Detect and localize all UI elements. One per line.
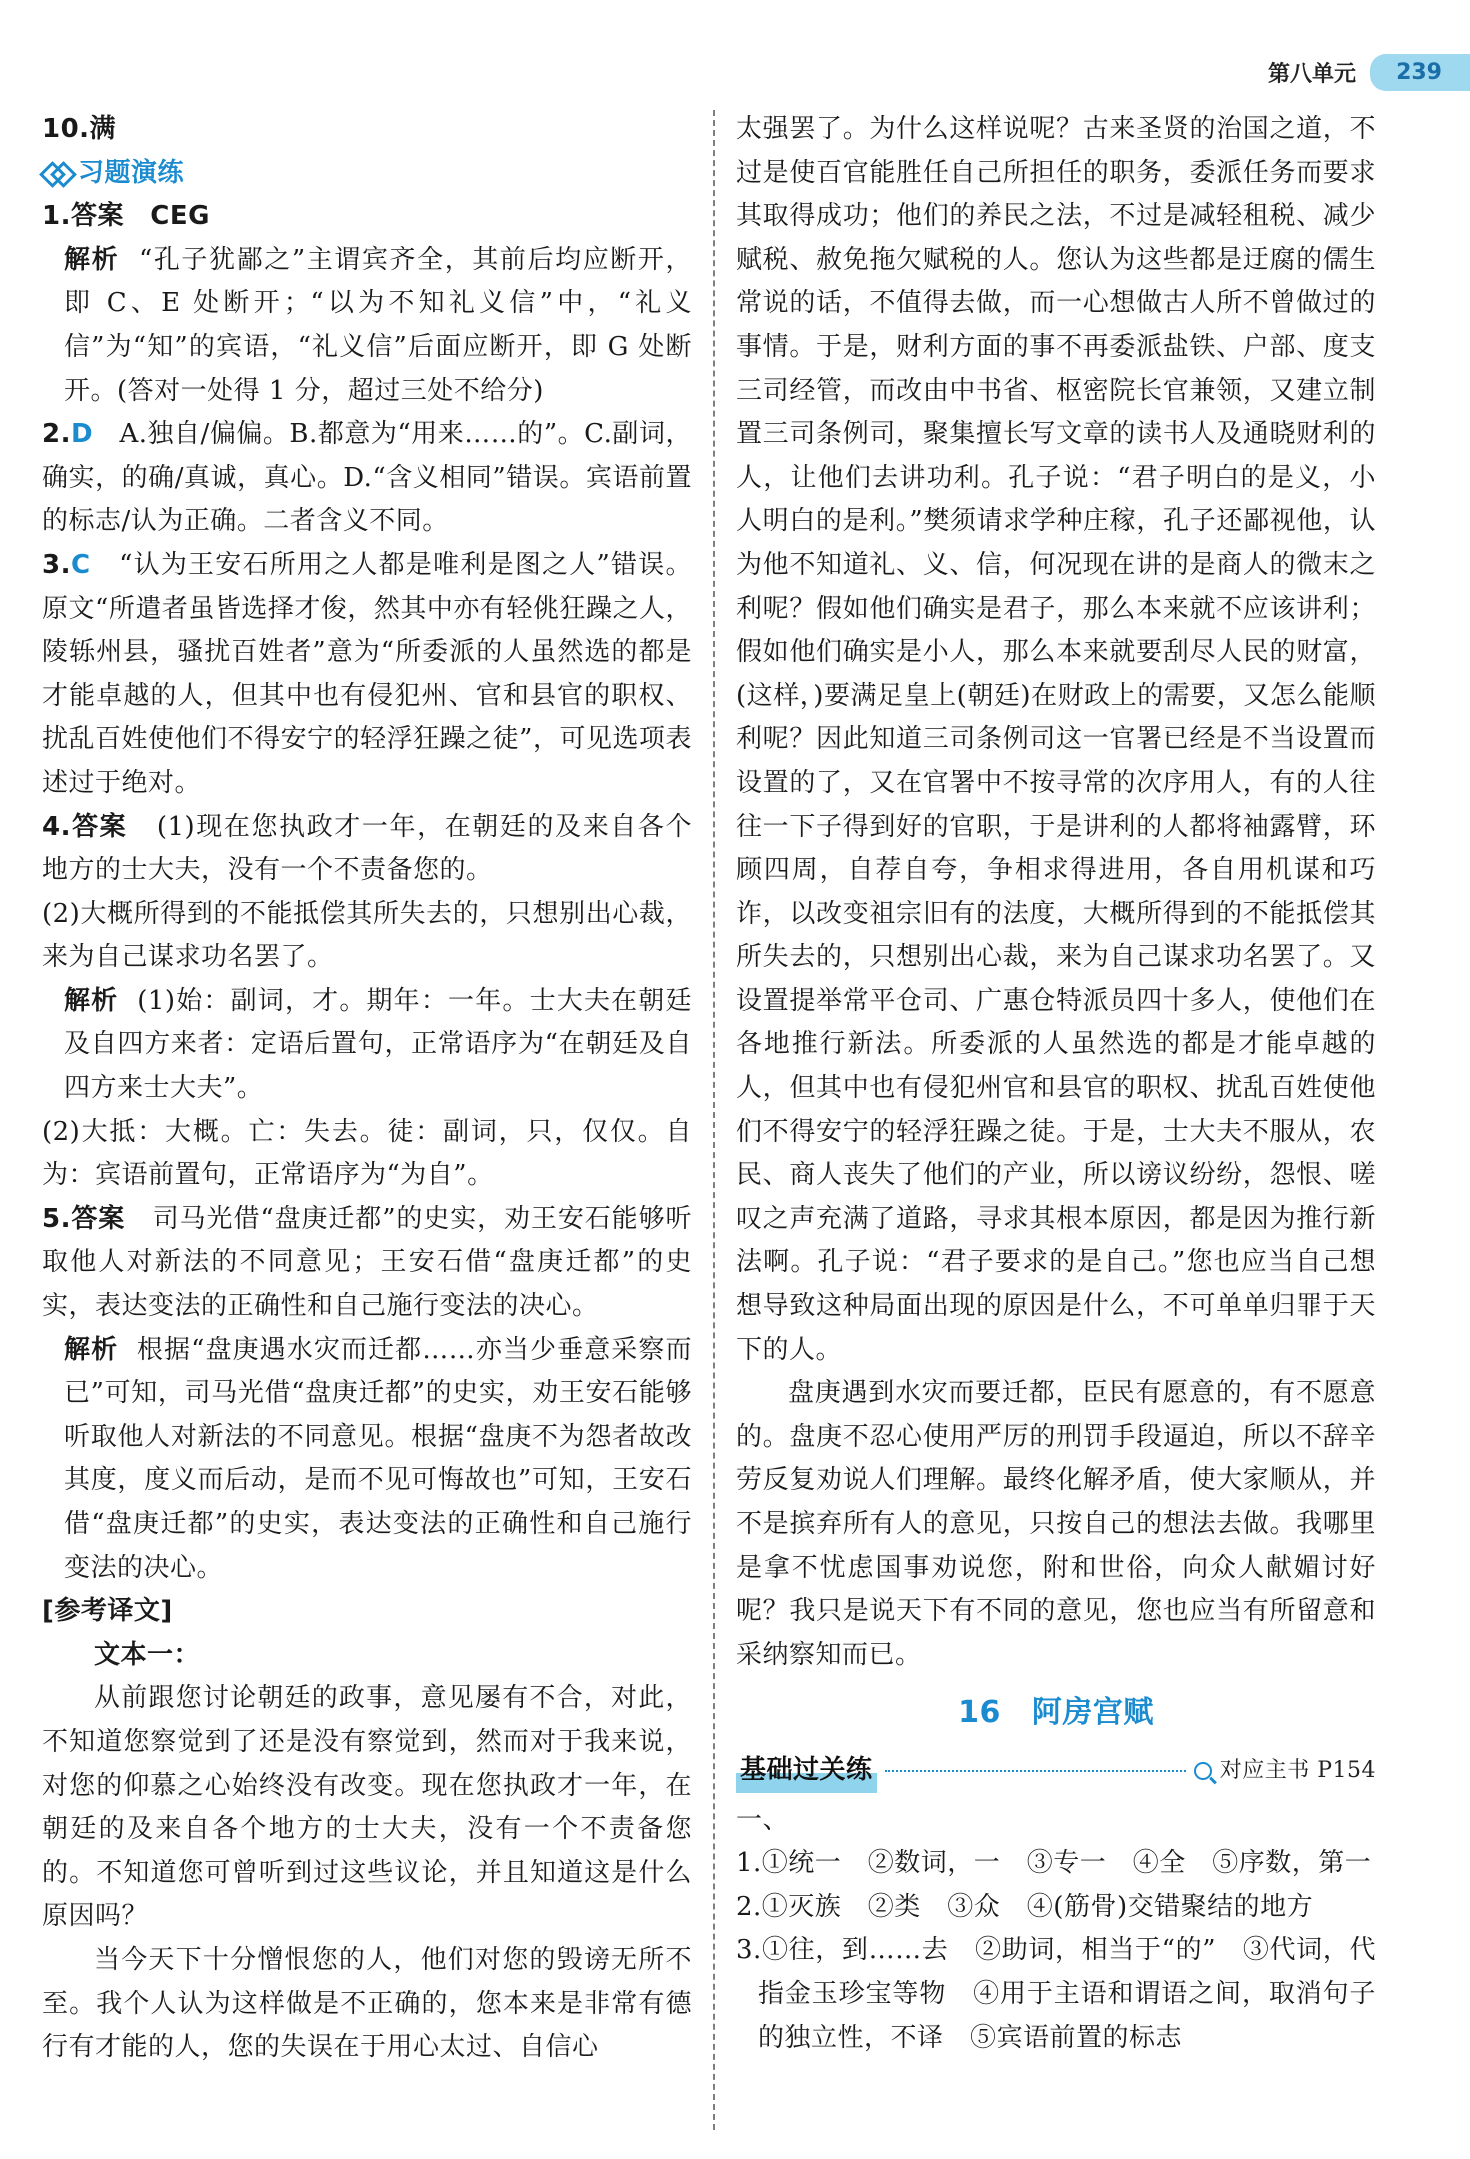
q1-analysis: 解析 “孔子犹鄙之”主谓宾齐全，其前后均应断开，即 C、E 处断开；“以为不知礼义信”中，“礼义信”为“知”的宾语，“礼义信”后面应断开，即 G 处断开。(答对一处得 1 分，超过三处不给分) (64, 244, 692, 406)
part-heading: 一、 (736, 1804, 790, 1835)
main-book-reference: 对应主书 P154 (1194, 1749, 1376, 1793)
practice-bar (736, 1749, 1376, 1793)
left-column (42, 108, 692, 2070)
dotted-rule (885, 1770, 1186, 1772)
item-10: 10.满 (42, 114, 117, 144)
section-heading (42, 152, 692, 196)
text1-paragraph-1: 从前跟您讨论朝廷的政事，意见屡有不合，对此，不知道您察觉到了还是没有察觉到，然而对于我来说，对您的仰慕之心始终没有改变。现在您执政才一年，在朝廷的及来自各个地方的士大夫，没有一个不责备您的。不知道您可曾听到过这些议论，并且知道这是什么原因吗？ (42, 1683, 692, 1932)
double-diamond-icon (42, 162, 72, 184)
magnifier-icon (1194, 1762, 1212, 1780)
q4-analysis: 解析 (1)始：副词，才。期年：一年。士大夫在朝廷及自四方来者：定语后置句，正常语序为“在朝廷及自四方来士大夫”。 (64, 985, 692, 1104)
reference-translation-title: [参考译文] (42, 1596, 173, 1627)
right-column (736, 108, 1376, 2060)
q4-answer: 4.答案 (1)现在您执政才一年，在朝廷的及来自各个地方的士大夫，没有一个不责备您的。 (42, 811, 692, 886)
page-header (1268, 52, 1470, 92)
q5-analysis: 解析 根据“盘庚遇水灾而迁都……亦当少垂意采察而已”可知，司马光借“盘庚迁都”的史实，劝王安石能够听取他人对新法的不同意见。根据“盘庚不为怨者故改其度，度义而后动，是而不见可悔故也”可知，王安石借“盘庚迁都”的史实，表达变法的正确性和自己施行变法的决心。 (64, 1334, 692, 1583)
translation-paragraph-1: 太强罢了。为什么这样说呢？古来圣贤的治国之道，不过是使百官能胜任自己所担任的职务，委派任务而要求其取得成功；他们的养民之法，不过是减轻租税、减少赋税、赦免拖欠赋税的人。您认为这些都是迂腐的儒生常说的话，不值得去做，而一心想做古人所不曾做过的事情。于是，财利方面的事不再委派盐铁、户部、度支三司经管，而改由中书省、枢密院长官兼领，又建立制置三司条例司，聚集擅长写文章的读书人及通晓财利的人，让他们去讲功利。孔子说：“君子明白的是义，小人明白的是利。”樊须请求学种庄稼，孔子还鄙视他，认为他不知道礼、义、信，何况现在讲的是商人的微末之利呢？假如他们确实是君子，那么本来就不应该讲利；假如他们确实是小人，那么本来就要刮尽人民的财富，(这样，)要满足皇上(朝廷)在财政上的需要，又怎么能顺利呢？因此知道三司条例司这一官署已经是不当设置而设置的了，又在官署中不按寻常的次序用人，有的人往往一下子得到好的官职，于是讲利的人都将袖露臂，环顾四周，自荐自夸，争相求得进用，各自用机谋和巧诈，以改变祖宗旧有的法度，大概所得到的不能抵偿其所失去的，只想别出心裁，来为自己谋求功名罢了。又设置提举常平仓司、广惠仓特派员四十多人，使他们在各地推行新法。所委派的人虽然选的都是才能卓越的人，但其中也有侵犯州官和县官的职权、扰乱百姓使他们不得安宁的轻浮狂躁之徒。于是，士大夫不服从，农民、商人丧失了他们的产业，所以谤议纷纷，怨恨、嗟叹之声充满了道路，寻求其根本原因，都是因为推行新法啊。孔子说：“君子要求的是自己。”您也应当自己想想导致这种局面出现的原因是什么，不可单单归罪于天下的人。 (736, 114, 1376, 1365)
section-title: 习题演练 (78, 157, 185, 188)
q4-analysis-2: (2)大抵：大概。亡：失去。徒：副词，只，仅仅。自为：宾语前置句，正常语序为“为自”。 (42, 1116, 692, 1191)
text1-paragraph-2: 当今天下十分憎恨您的人，他们对您的毁谤无所不至。我个人认为这样做是不正确的，您本来是非常有德行有才能的人，您的失误在于用心太过、自信心 (42, 1944, 692, 2063)
q2: 2.D A.独自/偏偏。B.都意为“用来……的”。C.副词，确实，的确/真诚，真心。D.“含义相同”错误。宾语前置的标志/认为正确。二者含义不同。 (42, 419, 692, 537)
lesson-name: 阿房宫赋 (1031, 1695, 1154, 1731)
column-divider (713, 110, 715, 2130)
q1-answer: 1.答案 CEG (42, 201, 210, 232)
text1-title: 文本一： (94, 1639, 201, 1670)
practice-label: 基础过关练 (736, 1749, 877, 1793)
unit-label: 第八单元 (1268, 61, 1357, 87)
answer-line-1: 1.①统一 ②数词，一 ③专一 ④全 ⑤序数，第一 (736, 1848, 1372, 1879)
lesson-number: 16 (958, 1695, 1001, 1731)
page-number: 239 (1370, 54, 1470, 91)
answer-line-3: 3.①往，到……去 ②助词，相当于“的” ③代词，代指金玉珍宝等物 ④用于主语和谓语之间，取消句子的独立性，不译 ⑤宾语前置的标志 (736, 1935, 1376, 2053)
q5-answer: 5.答案 司马光借“盘庚迁都”的史实，劝王安石能够听取他人对新法的不同意见；王安石借“盘庚迁都”的史实，表达变法的正确性和自己施行变法的决心。 (42, 1203, 692, 1322)
translation-paragraph-2: 盘庚遇到水灾而要迁都，臣民有愿意的，有不愿意的。盘庚不忍心使用严厉的刑罚手段逼迫，所以不辞辛劳反复劝说人们理解。最终化解矛盾，使大家顺从，并不是摈弃所有人的意见，只按自己的想法去做。我哪里是拿不忧虑国事劝说您，附和世俗，向众人献媚讨好呢？我只是说天下有不同的意见，您也应当有所留意和采纳察知而已。 (736, 1378, 1376, 1670)
lesson-title (736, 1691, 1376, 1735)
q4-answer-2: (2)大概所得到的不能抵偿其所失去的，只想别出心裁，来为自己谋求功名罢了。 (42, 898, 692, 973)
q3: 3.C “认为王安石所用之人都是唯利是图之人”错误。原文“所遣者虽皆选择才俊，然其中亦有轻佻狂躁之人，陵轹州县，骚扰百姓者”意为“所委派的人虽然选的都是才能卓越的人，但其中也有侵犯州、官和县官的职权、扰乱百姓使他们不得安宁的轻浮狂躁之徒”，可见选项表述过于绝对。 (42, 549, 693, 798)
answer-line-2: 2.①灭族 ②类 ③众 ④(筋骨)交错聚结的地方 (736, 1891, 1314, 1922)
